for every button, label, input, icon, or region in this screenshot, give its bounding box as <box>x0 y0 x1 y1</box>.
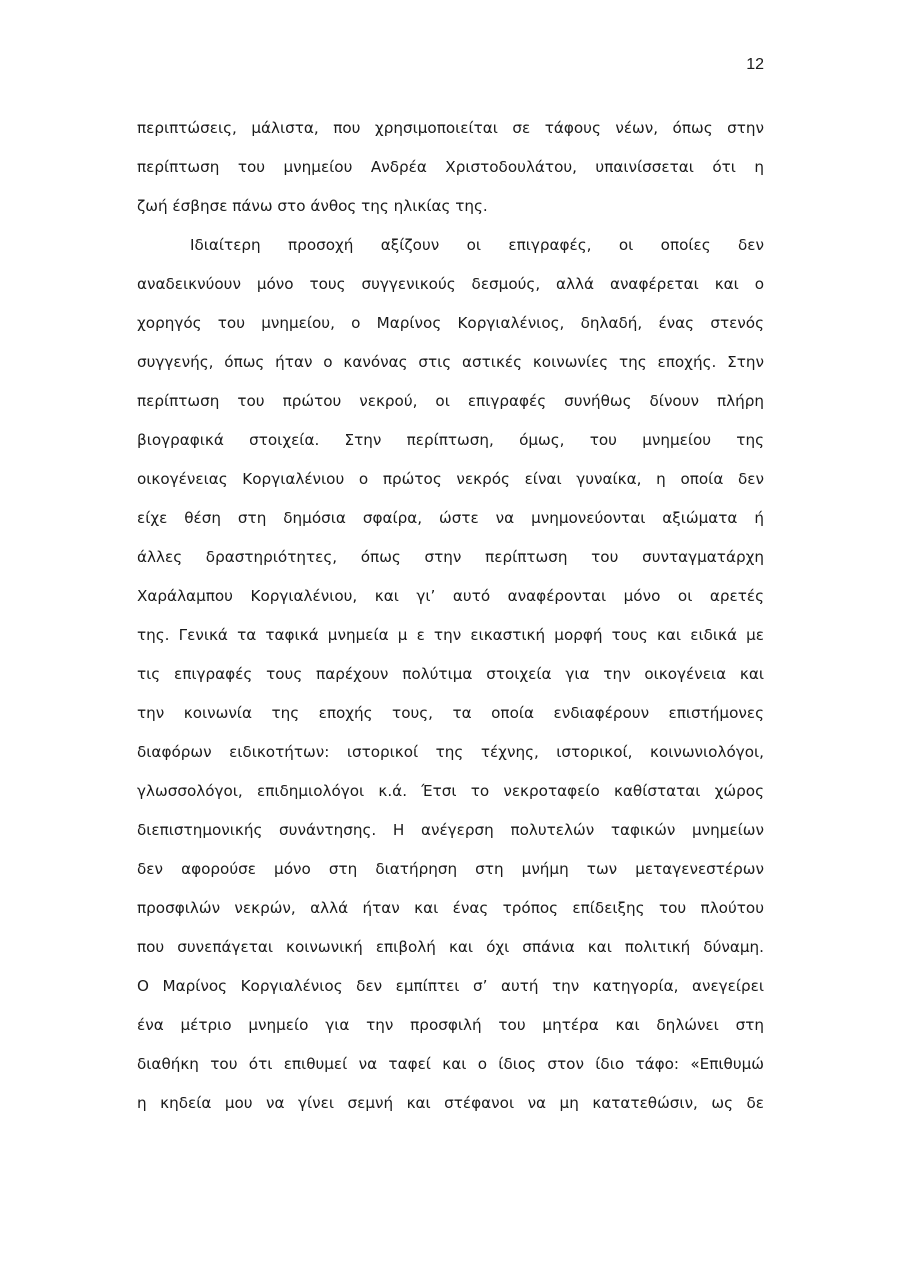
text-line: ζωή έσβησε πάνω στο άνθος της ηλικίας της. <box>137 197 488 215</box>
paragraph-2 <box>137 231 764 1128</box>
text-line: ένα μέτριο μνημείο για την προσφιλή του μητέρα και δηλώνει στη <box>137 1016 764 1034</box>
text-line: που συνεπάγεται κοινωνική επιβολή και όχι σπάνια και πολιτική δύναμη. <box>137 938 764 956</box>
paragraph-1 <box>137 114 764 231</box>
text-line: προσφιλών νεκρών, αλλά ήταν και ένας τρόπος επίδειξης του πλούτου <box>137 899 764 917</box>
text-line: Χαράλαμπου Κοργιαλένιου, και γι’ αυτό αναφέρονται μόνο οι αρετές <box>137 587 764 605</box>
text-line: οικογένειας Κοργιαλένιου ο πρώτος νεκρός είναι γυναίκα, η οποία δεν <box>137 470 764 488</box>
text-line: την κοινωνία της εποχής τους, τα οποία ενδιαφέρουν επιστήμονες <box>137 704 764 722</box>
text-line: είχε θέση στη δημόσια σφαίρα, ώστε να μνημονεύονται αξιώματα ή <box>137 509 764 527</box>
text-line: συγγενής, όπως ήταν ο κανόνας στις αστικές κοινωνίες της εποχής. Στην <box>137 353 764 371</box>
text-line: τις επιγραφές τους παρέχουν πολύτιμα στοιχεία για την οικογένεια και <box>137 665 764 683</box>
text-line: δεν αφορούσε μόνο στη διατήρηση στη μνήμη των μεταγενεστέρων <box>137 860 764 878</box>
text-line: γλωσσολόγοι, επιδημιολόγοι κ.ά. Έτσι το νεκροταφείο καθίσταται χώρος <box>137 782 764 800</box>
text-line: της. Γενικά τα ταφικά μνημεία μ ε την εικαστική μορφή τους και ειδικά με <box>137 626 764 644</box>
text-line: διεπιστημονικής συνάντησης. Η ανέγερση πολυτελών ταφικών μνημείων <box>137 821 764 839</box>
text-line: διαφόρων ειδικοτήτων: ιστορικοί της τέχνης, ιστορικοί, κοινωνιολόγοι, <box>137 743 764 761</box>
text-line: χορηγός του μνημείου, ο Μαρίνος Κοργιαλένιος, δηλαδή, ένας στενός <box>137 314 764 332</box>
text-line: αναδεικνύουν μόνο τους συγγενικούς δεσμούς, αλλά αναφέρεται και ο <box>137 275 764 293</box>
text-line: περίπτωση του πρώτου νεκρού, οι επιγραφές συνήθως δίνουν πλήρη <box>137 392 764 410</box>
page-number: 12 <box>746 56 764 73</box>
text-line: Ο Μαρίνος Κοργιαλένιος δεν εμπίπτει σ’ αυτή την κατηγορία, ανεγείρει <box>137 977 764 995</box>
body-text <box>137 114 764 1128</box>
text-line: η κηδεία μου να γίνει σεμνή και στέφανοι να μη κατατεθώσιν, ως δε <box>137 1094 764 1112</box>
text-line: διαθήκη του ότι επιθυμεί να ταφεί και ο ίδιος στον ίδιο τάφο: «Επιθυμώ <box>137 1055 764 1073</box>
text-line: Ιδιαίτερη προσοχή αξίζουν οι επιγραφές, οι οποίες δεν <box>190 236 764 254</box>
text-line: περιπτώσεις, μάλιστα, που χρησιμοποιείται σε τάφους νέων, όπως στην <box>137 119 764 137</box>
text-line: βιογραφικά στοιχεία. Στην περίπτωση, όμως, του μνημείου της <box>137 431 764 449</box>
text-line: περίπτωση του μνημείου Ανδρέα Χριστοδουλάτου, υπαινίσσεται ότι η <box>137 158 764 176</box>
text-line: άλλες δραστηριότητες, όπως στην περίπτωση του συνταγματάρχη <box>137 548 764 566</box>
